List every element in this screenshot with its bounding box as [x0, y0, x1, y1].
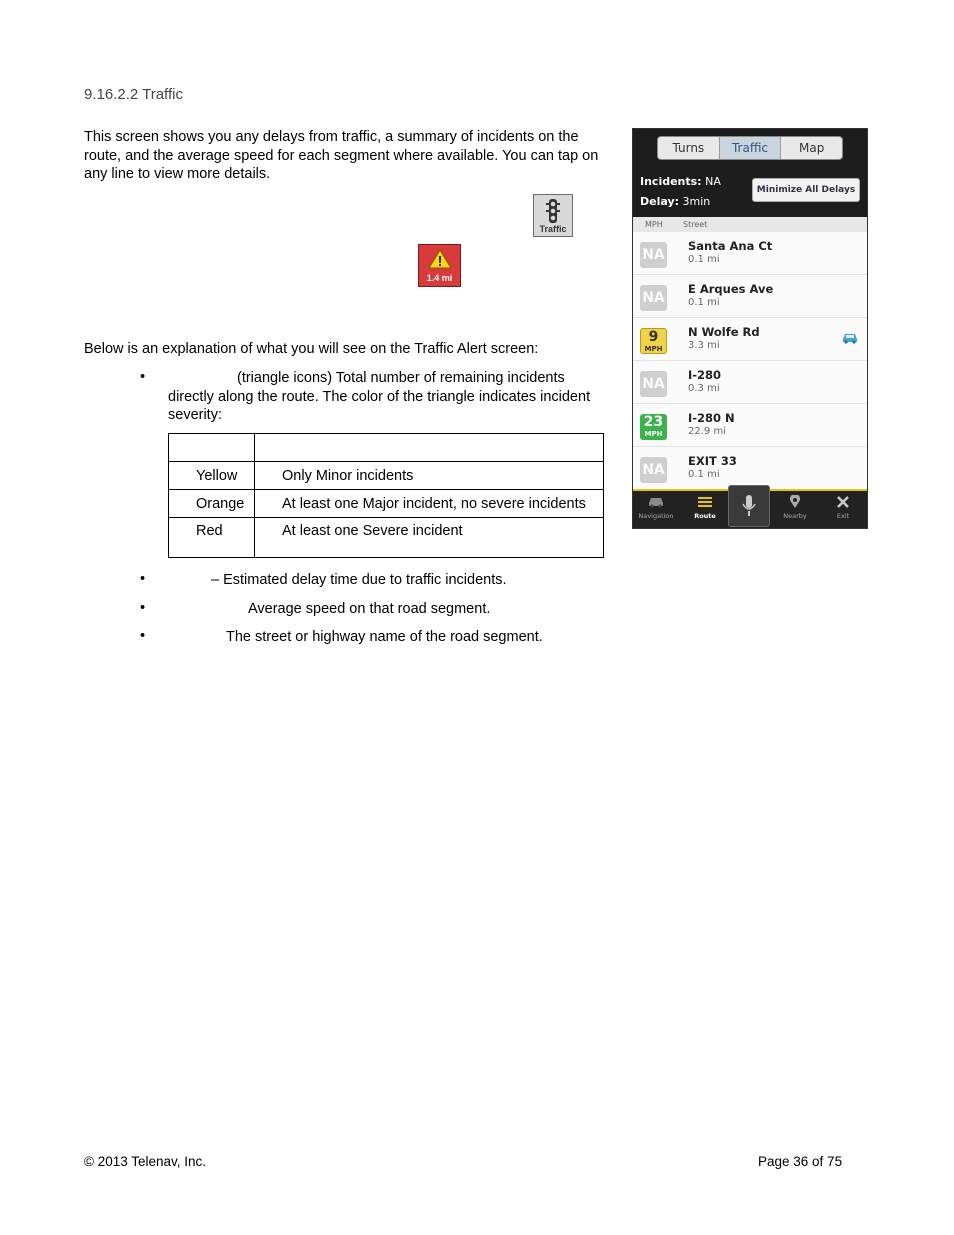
- table-row: [169, 462, 604, 490]
- incidents-bullet-line: severity:: [168, 407, 222, 423]
- delay-summary: [640, 195, 710, 208]
- incidents-summary: [640, 175, 721, 188]
- road-distance: 0.3 mi: [688, 383, 720, 394]
- road-distance: 0.1 mi: [688, 297, 720, 308]
- incidents-label: Incidents:: [640, 175, 702, 188]
- traffic-button-image: [533, 194, 573, 237]
- road-name: I-280 N: [688, 411, 735, 425]
- severity-table: [168, 433, 604, 558]
- road-distance: 3.3 mi: [688, 340, 720, 351]
- severity-meaning-cell: At least one Severe incident: [255, 518, 604, 558]
- traffic-screen-screenshot: [632, 128, 868, 529]
- street-bullet: The street or highway name of the road segment.: [226, 629, 543, 645]
- road-name: Santa Ana Ct: [688, 239, 773, 253]
- road-distance: 0.1 mi: [688, 254, 720, 265]
- incidents-bullet-line: directly along the route. The color of the triangle indicates incident: [168, 388, 591, 405]
- delay-label: Delay:: [640, 195, 680, 208]
- street-column-label: Street: [683, 220, 708, 229]
- speed-value: NA: [642, 247, 665, 263]
- speed-badge: [640, 285, 667, 311]
- traffic-button-label: Traffic: [539, 224, 567, 234]
- speed-unit: MPH: [644, 345, 663, 353]
- nav-label: Exit: [836, 512, 850, 520]
- list-icon: [685, 495, 725, 512]
- speed-value: 9: [648, 329, 659, 345]
- traffic-light-icon: [545, 198, 561, 224]
- tab-map[interactable]: Map: [799, 141, 825, 155]
- microphone-button[interactable]: [728, 485, 770, 527]
- speed-value: NA: [642, 290, 665, 306]
- traffic-alert-button-image: [418, 244, 461, 287]
- road-distance: 22.9 mi: [688, 426, 726, 437]
- nav-route[interactable]: [685, 495, 725, 520]
- footer-page-number: Page 36 of 75: [758, 1154, 843, 1169]
- severity-color-cell: Red: [169, 518, 255, 558]
- list-item[interactable]: [633, 318, 867, 361]
- speed-badge: [640, 242, 667, 268]
- bottom-nav-bar: [633, 489, 867, 528]
- road-distance: 0.1 mi: [688, 469, 720, 480]
- bullet-dot: •: [140, 571, 146, 587]
- severity-meaning-cell: At least one Major incident, no severe incidents: [255, 490, 604, 518]
- table-header-row: [169, 434, 604, 462]
- severity-meaning-cell: Only Minor incidents: [255, 462, 604, 490]
- view-tab-bar: [657, 136, 843, 160]
- road-name: E Arques Ave: [688, 282, 774, 296]
- mph-bullet: Average speed on that road segment.: [248, 601, 491, 617]
- road-name: EXIT 33: [688, 454, 737, 468]
- warning-triangle-icon: [428, 249, 452, 269]
- speed-badge: [640, 414, 667, 440]
- list-item[interactable]: [633, 447, 867, 489]
- incidents-bullet-line: (triangle icons) Total number of remaining incidents: [237, 370, 565, 386]
- intro-paragraph: This screen shows you any delays from traffic, a summary of incidents on the route, and the average speed for each segment where available. You can tap on any line to view more details.: [84, 129, 599, 182]
- speed-value: NA: [642, 462, 665, 478]
- incidents-value: NA: [705, 175, 721, 188]
- speed-value: NA: [642, 376, 665, 392]
- tab-turns[interactable]: Turns: [658, 137, 720, 159]
- traffic-alert-distance: 1.4 mi: [426, 273, 453, 283]
- severity-color-cell: Orange: [169, 490, 255, 518]
- severity-color-cell: Yellow: [169, 462, 255, 490]
- table-row: [169, 518, 604, 558]
- road-name: N Wolfe Rd: [688, 325, 760, 339]
- list-item[interactable]: [633, 361, 867, 404]
- nav-exit[interactable]: [823, 495, 863, 520]
- section-heading: 9.16.2.2 Traffic: [84, 86, 183, 103]
- list-item[interactable]: [633, 232, 867, 275]
- nav-label: Navigation: [638, 512, 674, 520]
- tab-traffic[interactable]: Traffic: [720, 137, 782, 159]
- speed-badge: [640, 328, 667, 354]
- close-icon: [823, 495, 863, 512]
- bullet-dot: •: [140, 628, 146, 644]
- location-pin-icon: [775, 495, 815, 512]
- nav-label: Route: [694, 512, 716, 520]
- microphone-icon: [742, 494, 756, 518]
- bullet-dot: •: [140, 369, 146, 385]
- speed-value: 23: [643, 414, 664, 430]
- bullet-dot: •: [140, 600, 146, 616]
- nav-navigation[interactable]: [636, 495, 676, 520]
- delay-bullet: – Estimated delay time due to traffic incidents.: [211, 572, 507, 588]
- nav-nearby[interactable]: [775, 495, 815, 520]
- minimize-all-delays-button[interactable]: Minimize All Delays: [752, 178, 860, 202]
- speed-badge: [640, 457, 667, 483]
- list-item[interactable]: [633, 275, 867, 318]
- table-row: [169, 490, 604, 518]
- car-icon: [636, 495, 676, 512]
- explanation-intro: Below is an explanation of what you will see on the Traffic Alert screen:: [84, 341, 539, 357]
- speed-unit: MPH: [644, 430, 663, 438]
- list-item[interactable]: [633, 404, 867, 447]
- car-icon: [841, 332, 859, 344]
- segment-list: [633, 232, 867, 489]
- speed-badge: [640, 371, 667, 397]
- delay-value: 3min: [682, 195, 711, 208]
- incidents-bullet: [168, 369, 608, 425]
- road-name: I-280: [688, 368, 722, 382]
- footer-copyright: © 2013 Telenav, Inc.: [84, 1154, 207, 1169]
- column-header: [633, 217, 867, 232]
- nav-label: Nearby: [783, 512, 807, 520]
- mph-column-label: MPH: [645, 220, 663, 229]
